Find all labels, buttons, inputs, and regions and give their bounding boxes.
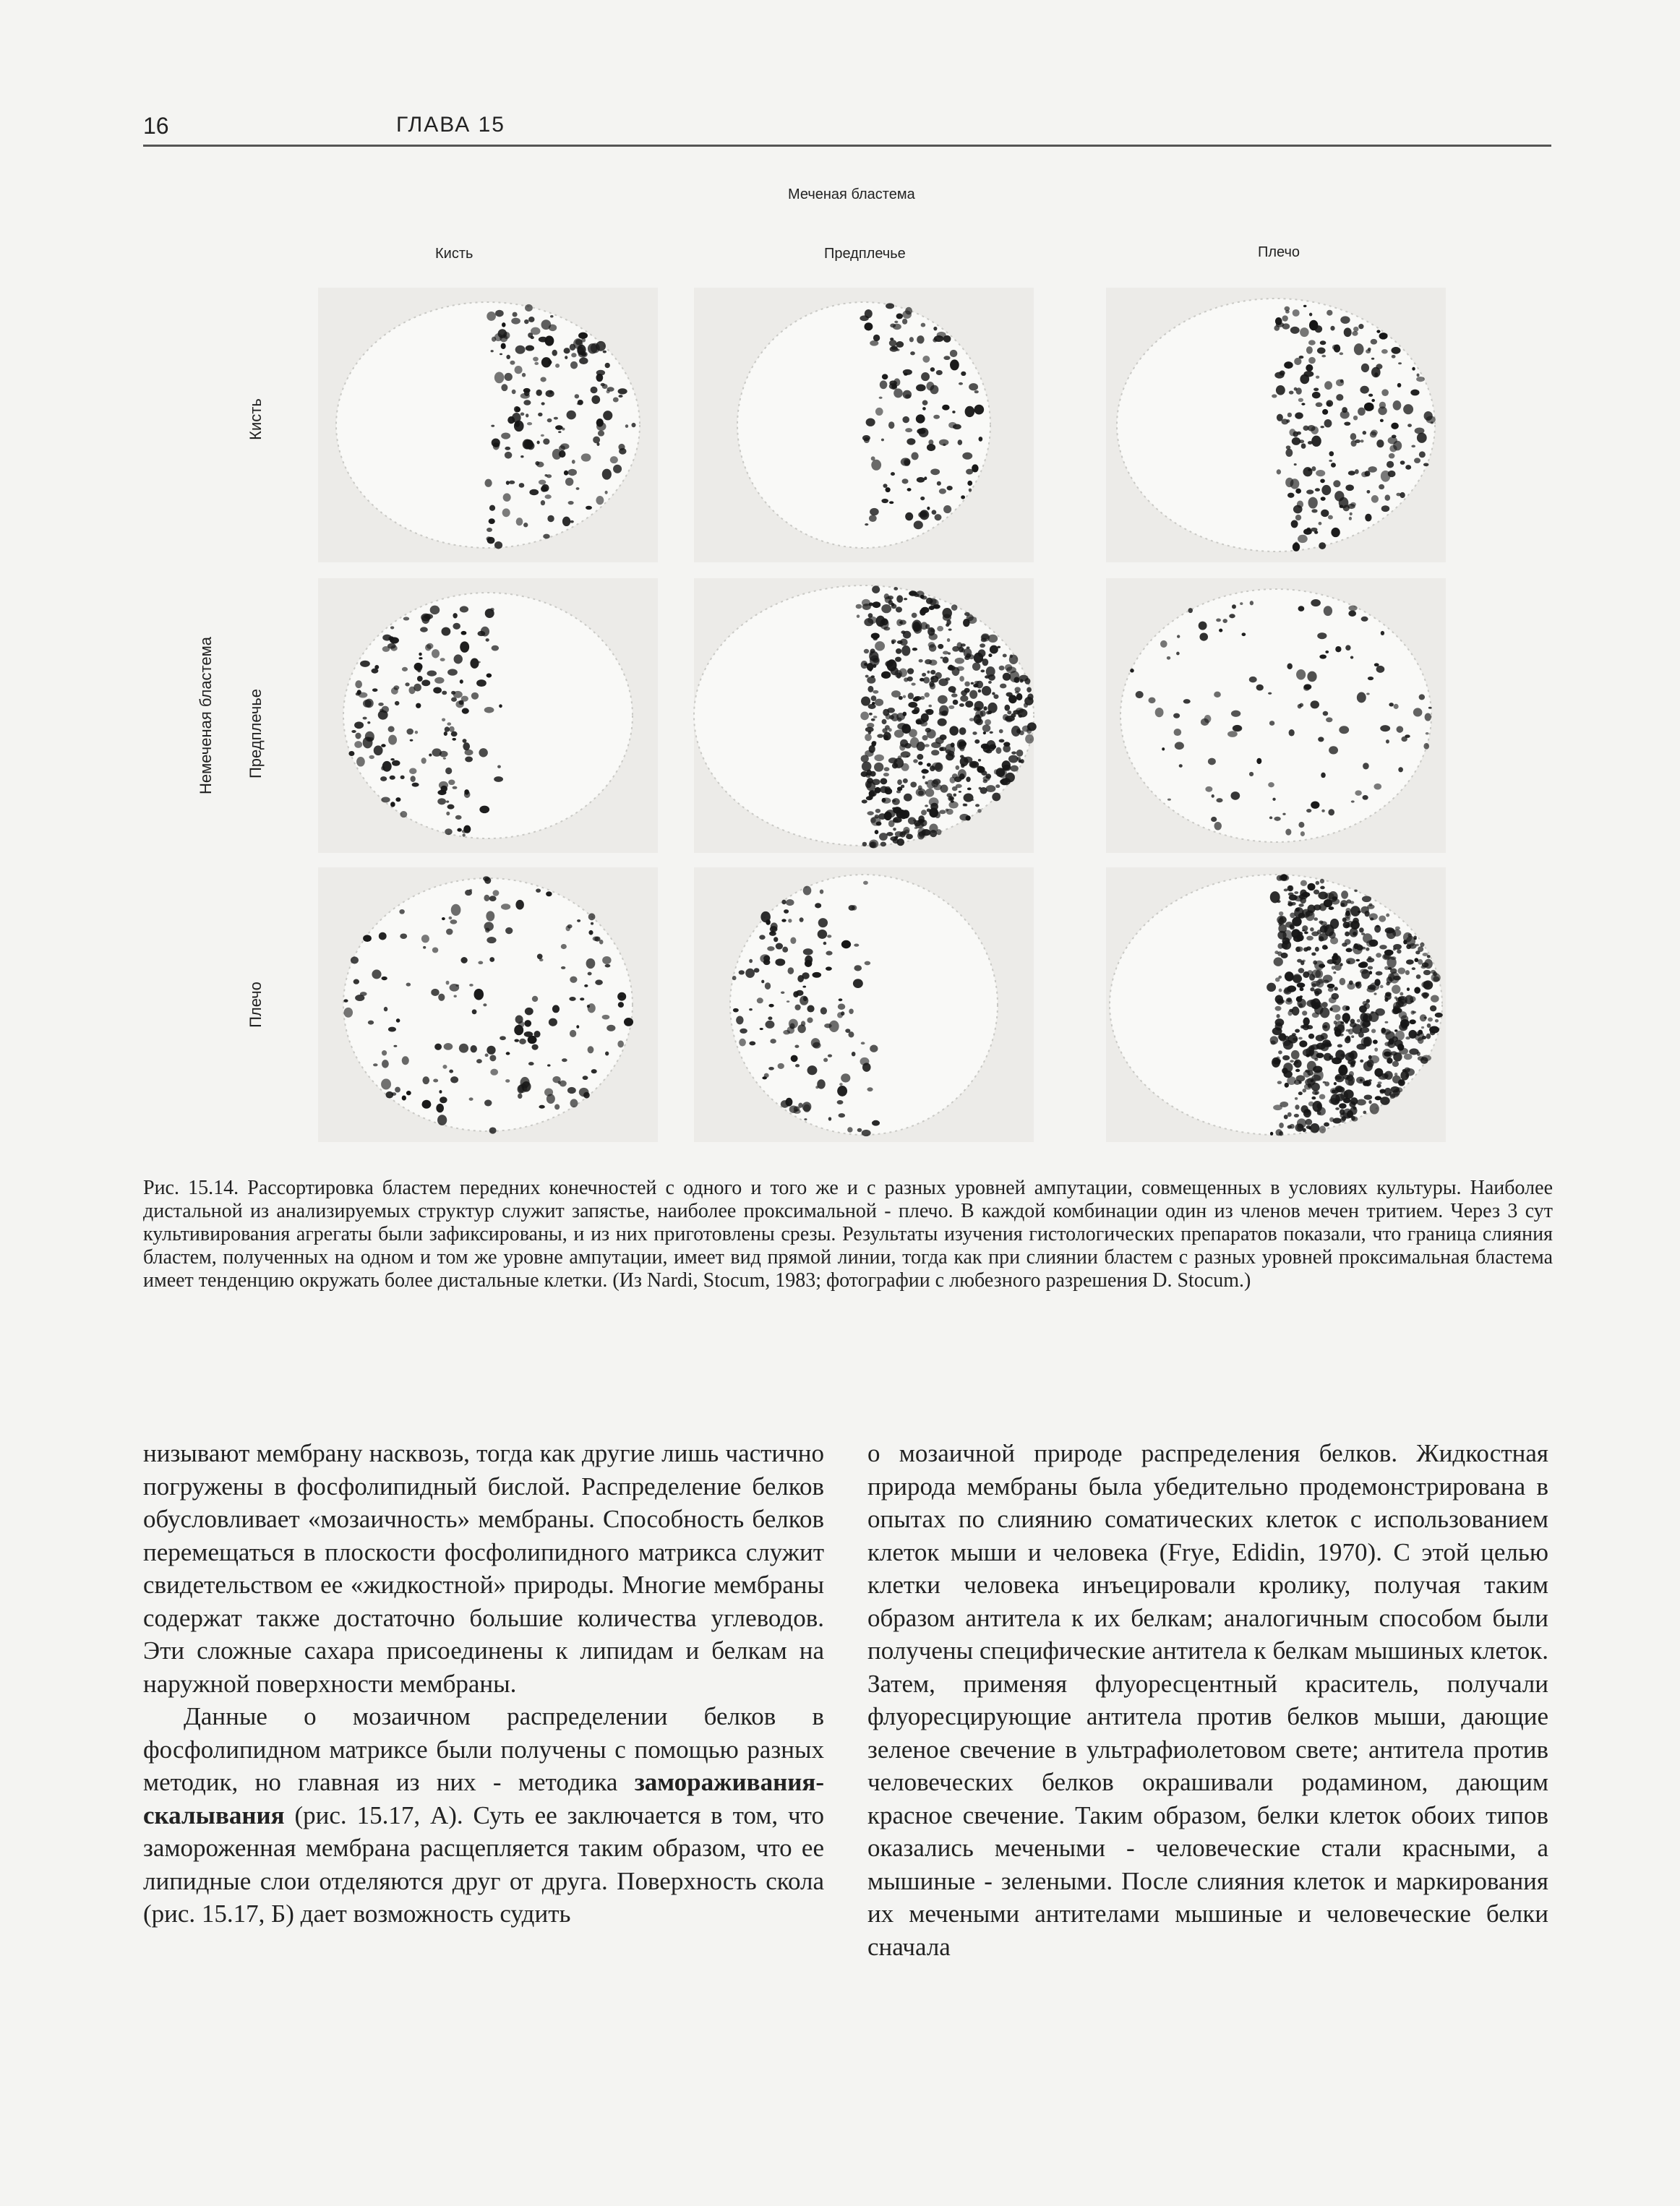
column-label-forearm: Предплечье (824, 246, 906, 262)
micrograph-panel-forearm-hand (318, 578, 658, 853)
micrograph-panel-hand-hand (318, 288, 658, 562)
page-number: 16 (143, 113, 169, 139)
row-label-hand: Кисть (247, 398, 265, 440)
row-label-forearm: Предплечье (247, 688, 265, 779)
micrograph-panel-hand-forearm (694, 288, 1034, 562)
micrograph-panel-upper-arm-upper-arm (1106, 867, 1446, 1142)
chapter-title: ГЛАВА 15 (396, 113, 505, 137)
figure-side-title: Немеченая бластема (197, 637, 215, 794)
column-label-hand: Кисть (435, 246, 473, 262)
micrograph-panel-forearm-upper-arm (1106, 578, 1446, 853)
paragraph: Данные о мозаичном распределении белков в фосфолипидном матриксе были получены с помощью разных методик, но главная из них - методика замораживания-скалывания (рис. 15.17, А). Суть ее заключается в том, что замороженная мембрана расщепляется таким образом, что ее липидные слои отделяются друг от друга. Поверхность скола (рис. 15.17, Б) дает возможность судить (143, 1702, 824, 1928)
text-column-right (867, 1437, 1548, 1963)
paragraph: о мозаичной природе распределения белков. Жидкостная природа мембраны была убедительно продемонстрирована в опытах по слиянию соматических клеток с использованием клеток мыши и человека (Frye, Edidin, 1970). С этой целью клетки человека инъецировали кролику, получая таким образом антитела к их белкам; аналогичным способом были получены специфические антитела к белкам мышиных клеток. Затем, применяя флуоресцентный краситель, получали флуоресцирующие антитела против белков мыши, дающие зеленое свечение в ультрафиолетовом свете; антитела против человеческих белков окрашивали родамином, дающим красное свечение. Таким образом, белки клеток обоих типов оказались мечеными - человеческие стали красными, а мышиные - зелеными. После слияния клеток и маркирования их мечеными антителами мышиные и человеческие белки сначала (867, 1439, 1548, 1961)
micrograph-panel-upper-arm-hand (318, 867, 658, 1142)
figure-caption: Рис. 15.14. Рассортировка бластем передних конечностей с одного и того же и с разных уровней ампутации, совмещенных в условиях культуры. Наиболее дистальной из анализируемых структур служит запястье, наиболее проксимальной - плечо. В каждой комбинации один из членов мечен тритием. Через 3 сут культивирования агрегаты были зафиксированы, и из них приготовлены срезы. Результаты изучения гистологических препаратов показали, что граница слияния бластем, полученных на одном и том же уровне ампутации, имеет вид прямой линии, тогда как при слиянии бластем с разных уровней проксимальная бластема имеет тенденцию окружать более дистальные клетки. (Из Nardi, Stocum, 1983; фотографии с любезного разрешения D. Stocum.) (143, 1177, 1553, 1292)
term-freeze-fracture: замораживания-скалывания (143, 1768, 824, 1829)
figure-top-title: Меченая бластема (788, 186, 915, 202)
row-label-upper-arm: Плечо (247, 982, 265, 1028)
text-column-left (143, 1437, 824, 1931)
micrograph-panel-forearm-forearm (694, 578, 1037, 853)
paragraph: низывают мембрану насквозь, тогда как другие лишь частично погружены в фосфолипидный бислой. Распределение белков обусловливает «мозаичность» мембраны. Способность белков перемещаться в плоскости фосфолипидного матрикса служит свидетельством ее «жидкостной» природы. Многие мембраны содержат также достаточно большие количества углеводов. Эти сложные сахара присоединены к липидам и белкам на наружной поверхности мембраны. (143, 1439, 824, 1698)
micrograph-panel-upper-arm-forearm (694, 867, 1034, 1142)
column-label-upper-arm: Плечо (1258, 244, 1300, 260)
micrograph-panel-hand-upper-arm (1106, 288, 1446, 562)
